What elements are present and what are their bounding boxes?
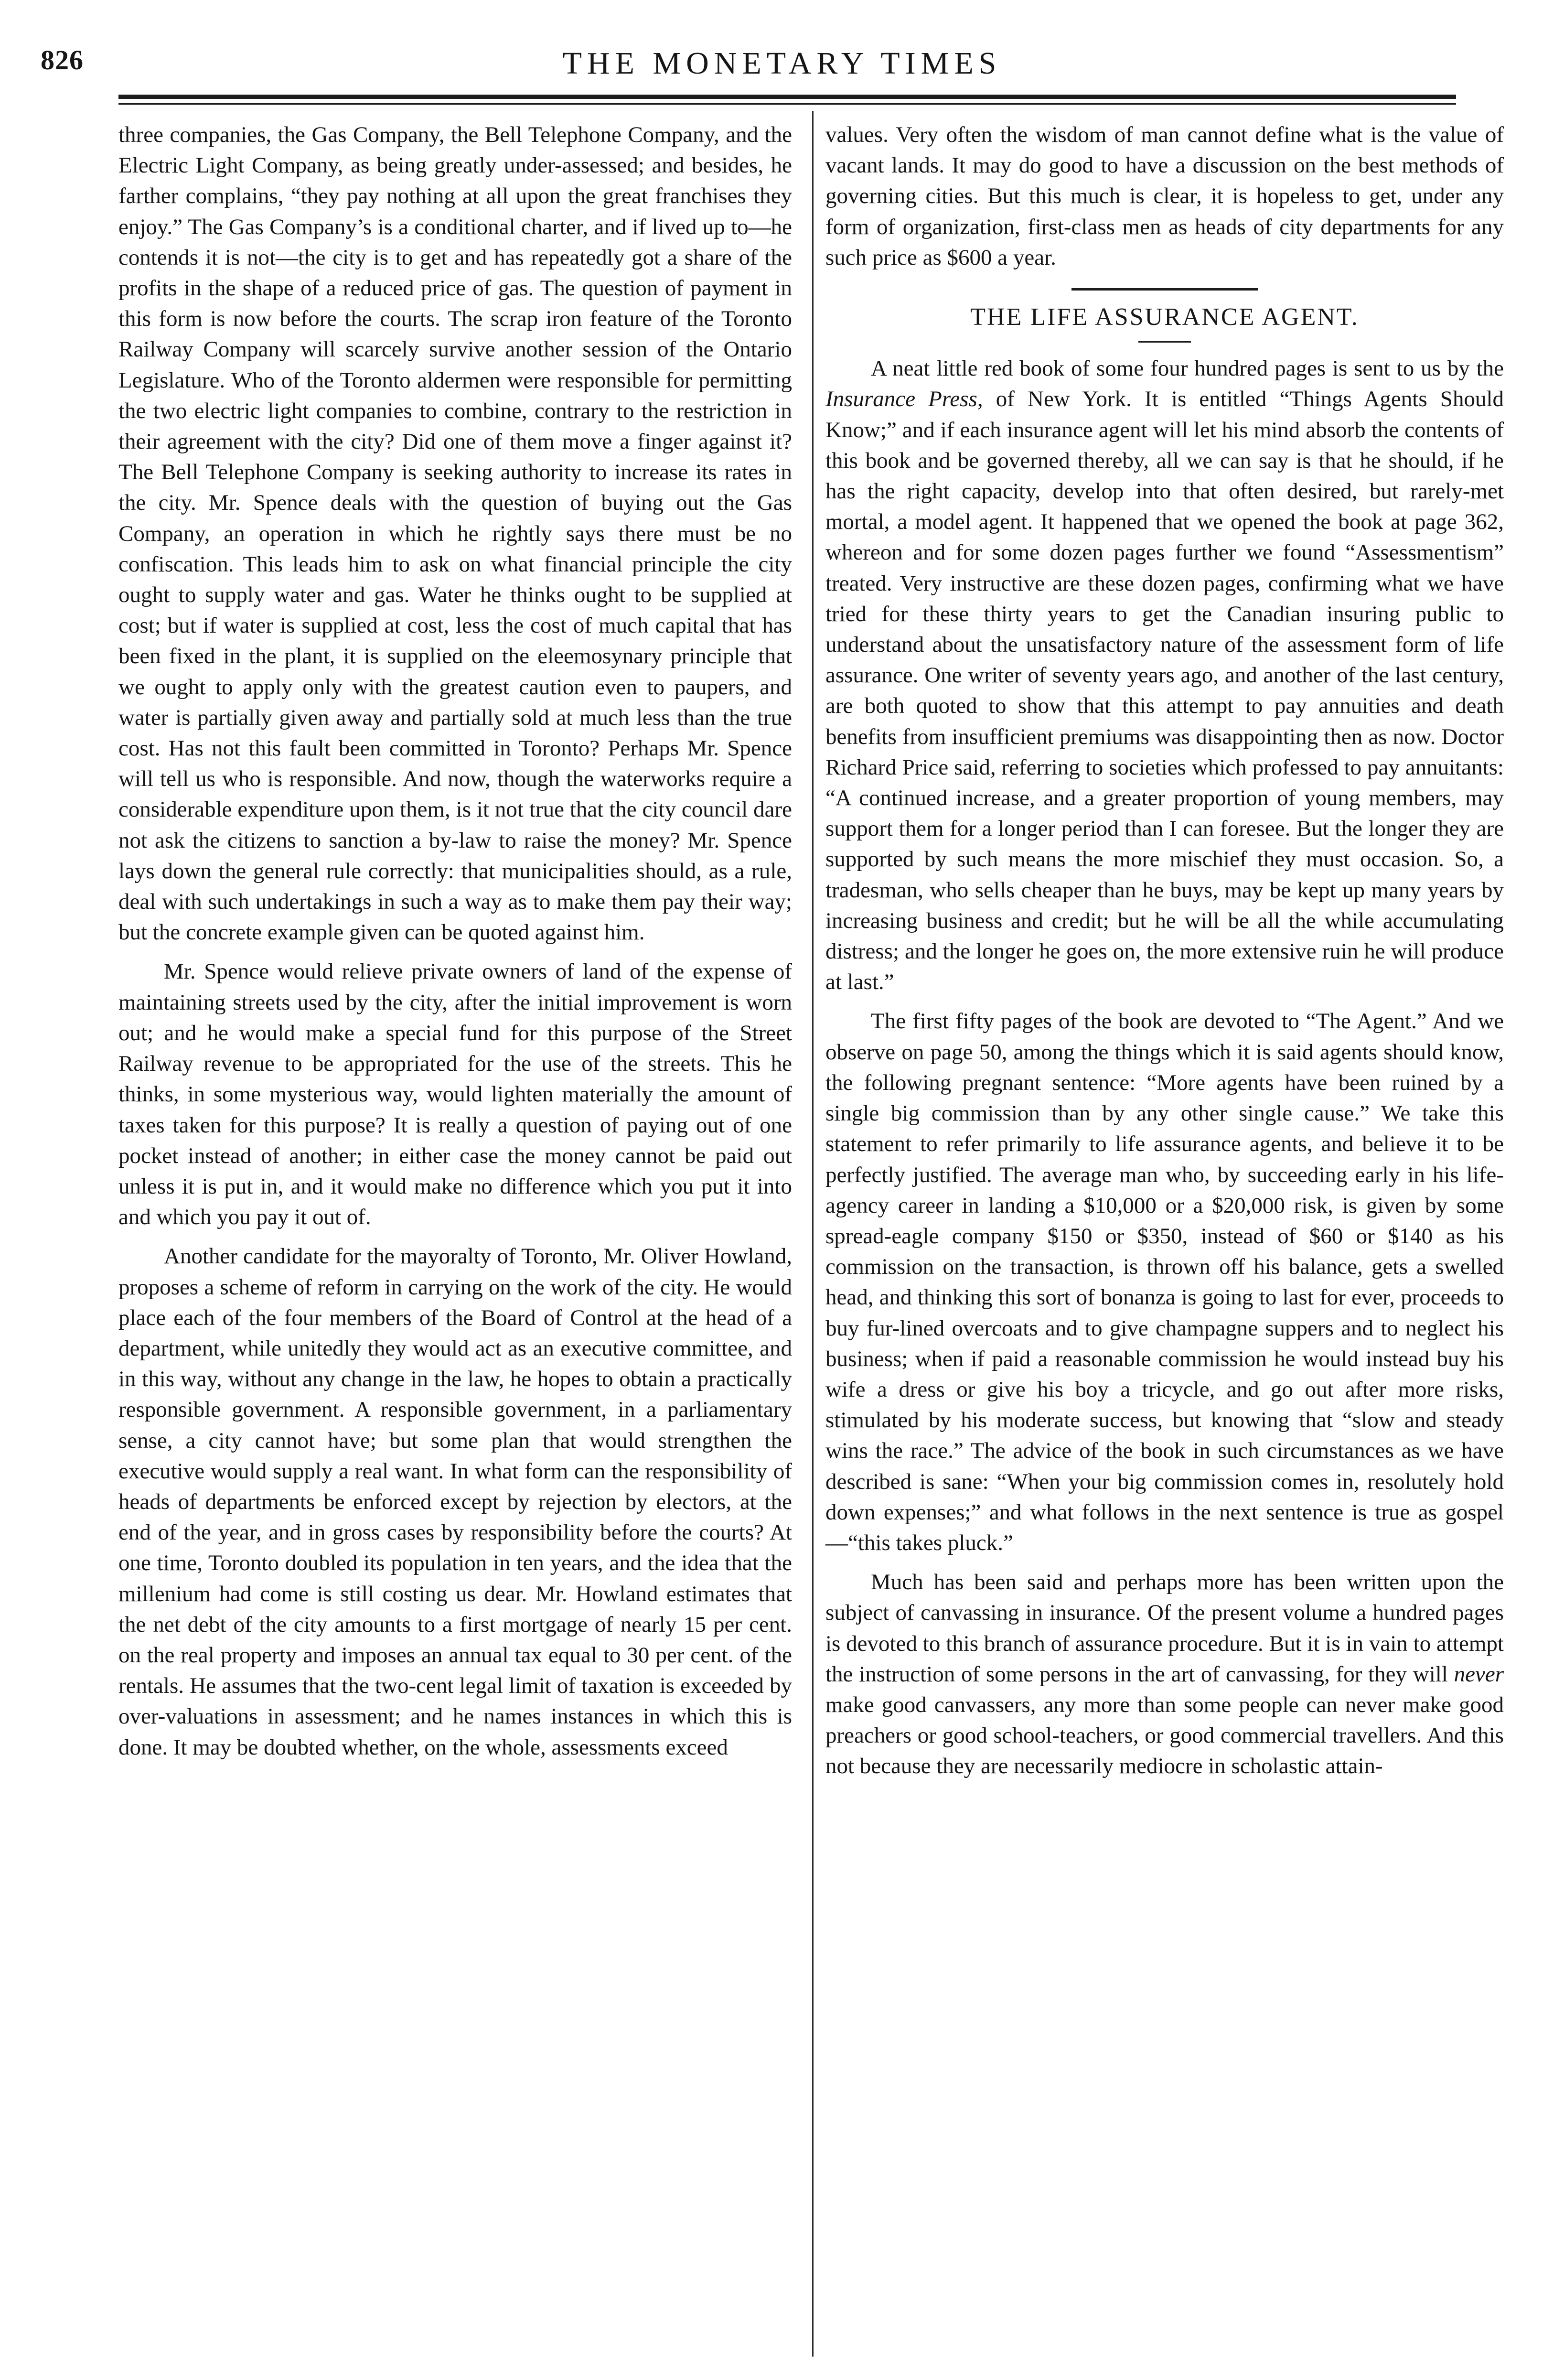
section-rule-top bbox=[1071, 288, 1258, 291]
left-paragraph-1: three companies, the Gas Company, the Bell Telephone Company, and the Electric Light Company, as being greatly under-assessed; and besides, he farther complains, “they pay nothing at all upon the great franchises they enjoy.” The Gas Company’s is a conditional charter, and if lived up to—he contends it is not—the city is to get and has repeatedly got a share of the profits in the shape of a reduced price of gas. The question of payment in this form is now before the courts. The scrap iron feature of the Toronto Railway Company will scarcely survive another session of the Ontario Legislature. Who of the Toronto aldermen were responsible for permitting the two electric light companies to combine, contrary to the restriction in their agreement with the city? Did one of them move a finger against it? The Bell Telephone Company is seeking authority to increase its rates in the city. Mr. Spence deals with the question of buying out the Gas Company, an operation in which he rightly says there must be no confiscation. This leads him to ask on what financial principle the city ought to supply water and gas. Water he thinks ought to be supplied at cost; but if water is supplied at cost, less the cost of much capital that has been fixed in the plant, it is supplied on the eleemosynary principle that we ought to apply only with the greatest caution even to paupers, and water is partially given away and partially sold at much less than the true cost. Has not this fault been committed in Toronto? Perhaps Mr. Spence will tell us who is responsible. And now, though the waterworks require a considerable expenditure upon them, is it not true that the city council dare not ask the citizens to sanction a by-law to raise the money? Mr. Spence lays down the general rule correctly: that municipalities should, as a rule, deal with such undertakings in such a way as to make them pay their way; but the concrete example given can be quoted against him. bbox=[118, 122, 792, 945]
left-column bbox=[118, 119, 792, 1763]
masthead-title: THE MONETARY TIMES bbox=[562, 46, 1002, 81]
right-paragraph-4-rest: make good canvassers, any more than some people can never make good preachers or good school-teachers, or good commercial travellers. And this not because they are necessarily mediocre in scholastic attain- bbox=[825, 1692, 1504, 1779]
column-divider bbox=[812, 111, 814, 2357]
right-paragraph-3: The first fifty pages of the book are devoted to “The Agent.” And we observe on page 50, among the things which it is said agents should know, the following pregnant sentence: “More agents have been ruined by a single big commission than by any other single cause.” We take this statement to refer primarily to life assurance agents, and believe it to be perfectly justified. The average man who, by succeeding early in his life-agency career in landing a $10,000 or a $20,000 risk, is given by some spread-eagle company $150 or $350, instead of $60 or $140 as his commission on the transaction, is thrown off his balance, gets a swelled head, and thinking this sort of bonanza is going to last for ever, proceeds to buy fur-lined overcoats and to give champagne suppers and to neglect his business; when if paid a reasonable commission he would instead buy his wife a dress or give his boy a tricycle, and go out after more risks, stimulated by his moderate success, but knowing that “slow and steady wins the race.” The advice of the book in such circumstances as we have described is sane: “When your big commission comes in, resolutely hold down expenses;” and what follows in the next sentence is true as gospel—“this takes pluck.” bbox=[825, 1009, 1504, 1555]
emphasis-never: never bbox=[1454, 1661, 1504, 1687]
masthead-rule-thick bbox=[118, 95, 1456, 99]
right-paragraph-2-start: A neat little red book of some four hundred pages is sent to us by the bbox=[871, 356, 1504, 381]
page-number: 826 bbox=[41, 44, 84, 75]
right-paragraph-2-rest: , of New York. It is entitled “Things Agents Should Know;” and if each insurance agent will let his mind absorb the contents of this book and be governed thereby, all we can say is that he should, if he has the right capacity, develop into that often desired, but rarely-met mortal, a model agent. It happened that we opened the book at page 362, whereon and for some dozen pages further we found “Assessmentism” treated. Very instructive are these dozen pages, confirming what we have tried for these thirty years to get the Canadian insuring public to understand about the unsatisfactory nature of the assessment form of life assurance. One writer of seventy years ago, and another of the last century, are both quoted to show that this attempt to pay annuities and death benefits from insufficient premiums was disappointing then as now. Doctor Richard Price said, referring to societies which professed to pay annuitants: “A continued increase, and a greater proportion of young members, may support them for a longer period than I can foresee. But the longer they are supported by such means the more mischief they must occasion. So, a tradesman, who sells cheaper than he buys, may be kept up many years by increasing business and credit; but he will be all the while accumulating distress; and the longer he goes on, the more extensive ruin he will produce at last.” bbox=[825, 387, 1504, 995]
right-paragraph-4-start: Much has been said and perhaps more has been written upon the subject of canvassing in insurance. Of the present volume a hundred pages is devoted to this branch of assurance procedure. But it is in vain to attempt the instruction of some persons in the art of canvassing, for they will bbox=[825, 1570, 1504, 1687]
right-paragraph-2 bbox=[825, 353, 1504, 997]
right-paragraph-1: values. Very often the wisdom of man cannot define what is the value of vacant lands. It may do good to have a discussion on the best methods of governing cities. But this much is clear, it is hopeless to get, under any form of organization, first-class men as heads of city departments for any such price as $600 a year. bbox=[825, 122, 1504, 270]
section-title: THE LIFE ASSURANCE AGENT. bbox=[970, 303, 1359, 331]
right-column bbox=[825, 119, 1504, 1782]
section-rule-short bbox=[1138, 341, 1191, 343]
masthead-rule-thin bbox=[118, 103, 1456, 105]
publication-name: Insurance Press bbox=[825, 387, 977, 412]
left-paragraph-3: Another candidate for the mayoralty of Toronto, Mr. Oliver Howland, proposes a scheme of reform in carrying on the work of the city. He would place each of the four members of the Board of Control at the head of a department, while unitedly they would act as an executive committee, and in this way, without any change in the law, he hopes to obtain a practically responsible government. A responsible government, in a parliamentary sense, a city cannot have; but some plan that would strengthen the executive would supply a real want. In what form can the responsibility of heads of departments be enforced except by rejection by electors, at the end of the year, and in gross cases by responsibility before the courts? At one time, Toronto doubled its population in ten years, and the idea that the millenium had come is still costing us dear. Mr. Howland estimates that the net debt of the city amounts to a first mortgage of nearly 15 per cent. on the real property and imposes an annual tax equal to 30 per cent. of the rentals. He assumes that the two-cent legal limit of taxation is exceeded by over-valuations in assessment; and he names instances in which this is done. It may be doubted whether, on the whole, assessments exceed bbox=[118, 1244, 792, 1760]
right-paragraph-4 bbox=[825, 1567, 1504, 1781]
left-paragraph-2: Mr. Spence would relieve private owners of land of the expense of maintaining streets used by the city, after the initial improvement is worn out; and he would make a special fund for this purpose of the Street Railway revenue to be appropriated for the use of the streets. This he thinks, in some mysterious way, would lighten materially the amount of taxes taken for this purpose? It is really a question of paying out of one pocket instead of another; in either case the money cannot be paid out unless it is put in, and it would make no difference which you put it into and which you pay it out of. bbox=[118, 959, 792, 1230]
